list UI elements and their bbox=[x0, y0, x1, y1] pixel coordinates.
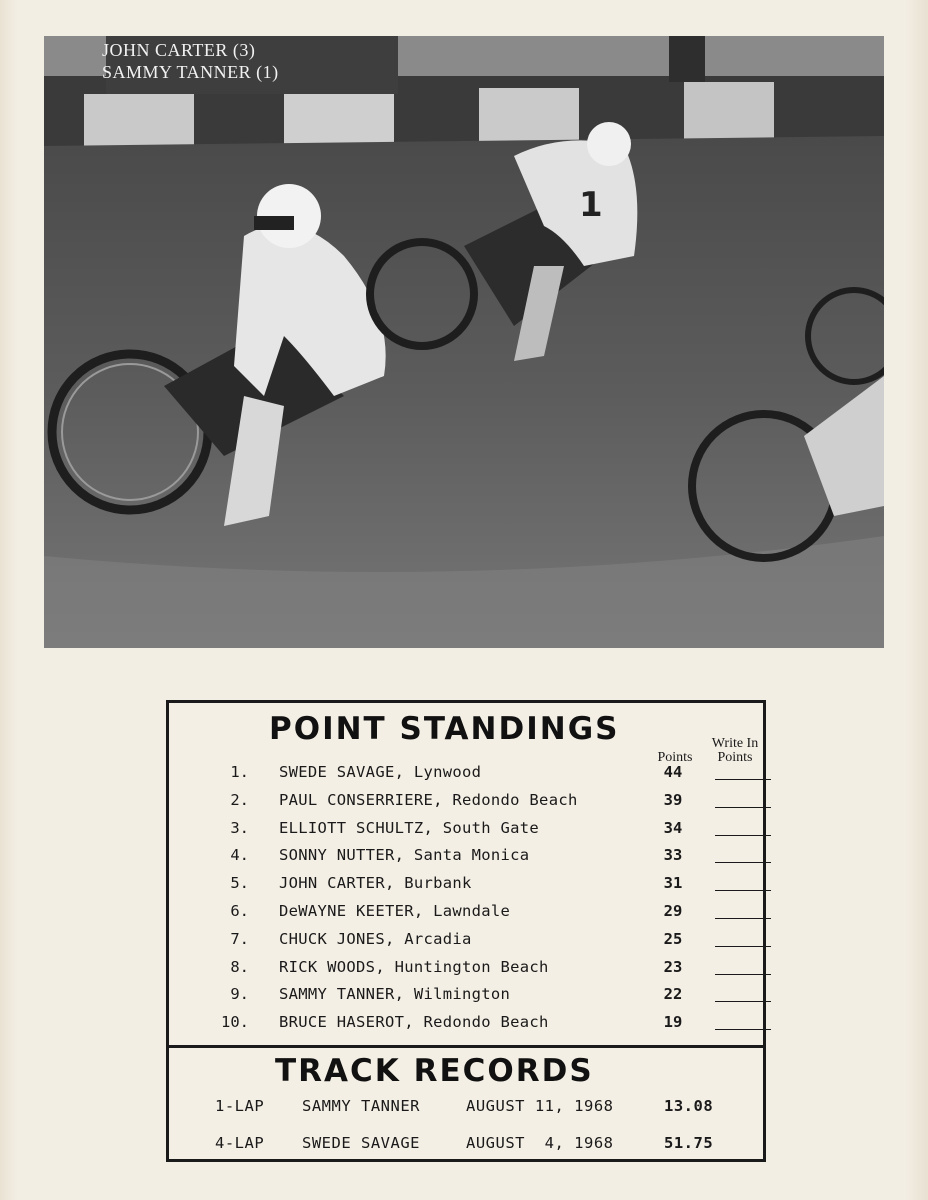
write-in-points-line[interactable] bbox=[715, 1001, 771, 1002]
standings-title: POINT STANDINGS bbox=[269, 711, 620, 747]
rider-name: SWEDE SAVAGE, Lynwood bbox=[279, 763, 482, 781]
rider-name: ELLIOTT SCHULTZ, South Gate bbox=[279, 818, 540, 837]
standing-row bbox=[169, 1013, 769, 1037]
rider-points: 33 bbox=[663, 846, 683, 865]
write-in-header-line: Write In bbox=[711, 736, 759, 751]
record-distance: 4-LAP bbox=[215, 1134, 265, 1152]
rider-name: CHUCK JONES, Arcadia bbox=[279, 929, 472, 948]
standings-box bbox=[166, 700, 766, 1162]
rider-name: PAUL CONSERRIERE, Redondo Beach bbox=[279, 790, 578, 809]
standing-row bbox=[169, 819, 769, 843]
standing-row bbox=[169, 930, 769, 954]
race-photo bbox=[44, 36, 884, 648]
rank-number: 10. bbox=[221, 1013, 249, 1032]
write-in-points-line[interactable] bbox=[715, 918, 771, 919]
rank-number: 5. bbox=[230, 874, 249, 893]
rider-name: BRUCE HASEROT, Redondo Beach bbox=[279, 1013, 549, 1032]
caption-line: JOHN CARTER (3) bbox=[102, 40, 256, 60]
record-rider: SAMMY TANNER bbox=[302, 1097, 420, 1115]
standing-row bbox=[169, 902, 769, 926]
standing-row bbox=[169, 846, 769, 870]
speedway-race-image bbox=[44, 36, 884, 648]
record-row bbox=[169, 1097, 769, 1121]
rider-points: 25 bbox=[663, 929, 683, 948]
rider-points: 22 bbox=[663, 985, 683, 1004]
rank-number: 2. bbox=[230, 790, 249, 809]
rider-points: 23 bbox=[663, 957, 683, 976]
write-in-points-line[interactable] bbox=[715, 862, 771, 863]
write-in-points-line[interactable] bbox=[715, 974, 771, 975]
rider-name: JOHN CARTER, Burbank bbox=[279, 874, 472, 893]
record-rider: SWEDE SAVAGE bbox=[302, 1134, 420, 1152]
record-date: AUGUST 4, 1968 bbox=[466, 1134, 614, 1152]
write-in-points-line[interactable] bbox=[715, 890, 771, 891]
write-in-points-line[interactable] bbox=[715, 946, 771, 947]
records-title: TRACK RECORDS bbox=[275, 1053, 594, 1089]
caption-line: SAMMY TANNER (1) bbox=[102, 62, 279, 82]
rider-name: SONNY NUTTER, Santa Monica bbox=[279, 846, 530, 865]
rank-number: 4. bbox=[230, 846, 249, 865]
write-in-points-line[interactable] bbox=[715, 835, 771, 836]
rider-name: SAMMY TANNER, Wilmington bbox=[279, 985, 511, 1004]
svg-text:1: 1 bbox=[579, 185, 603, 225]
rider-points: 19 bbox=[663, 1013, 683, 1032]
record-time: 51.75 bbox=[664, 1134, 714, 1152]
rider-points: 31 bbox=[663, 874, 683, 893]
rank-number: 3. bbox=[230, 818, 249, 837]
rank-number: 8. bbox=[230, 957, 249, 976]
section-divider bbox=[169, 1045, 763, 1048]
rank-number: 1. bbox=[230, 763, 249, 781]
record-date: AUGUST 11, 1968 bbox=[466, 1097, 614, 1115]
rider-points: 39 bbox=[663, 790, 683, 809]
rider-points: 44 bbox=[663, 763, 683, 781]
standing-row bbox=[169, 958, 769, 982]
standing-row bbox=[169, 985, 769, 1009]
record-time: 13.08 bbox=[664, 1097, 714, 1115]
rider-points: 29 bbox=[663, 902, 683, 920]
record-distance: 1-LAP bbox=[215, 1097, 265, 1115]
standing-row bbox=[169, 763, 769, 787]
points-column-header: Points bbox=[657, 750, 693, 765]
rank-number: 9. bbox=[230, 985, 249, 1004]
write-in-points-line[interactable] bbox=[715, 807, 771, 808]
write-in-points-line[interactable] bbox=[715, 1029, 771, 1030]
rider-points: 34 bbox=[663, 818, 683, 837]
rider-name: DeWAYNE KEETER, Lawndale bbox=[279, 902, 511, 920]
rank-number: 6. bbox=[230, 902, 249, 920]
record-row bbox=[169, 1134, 769, 1158]
write-in-points-line[interactable] bbox=[715, 779, 771, 780]
standing-row bbox=[169, 791, 769, 815]
standing-row bbox=[169, 874, 769, 898]
write-in-header-line: Points bbox=[717, 750, 753, 765]
rank-number: 7. bbox=[230, 929, 249, 948]
rider-name: RICK WOODS, Huntington Beach bbox=[279, 957, 549, 976]
